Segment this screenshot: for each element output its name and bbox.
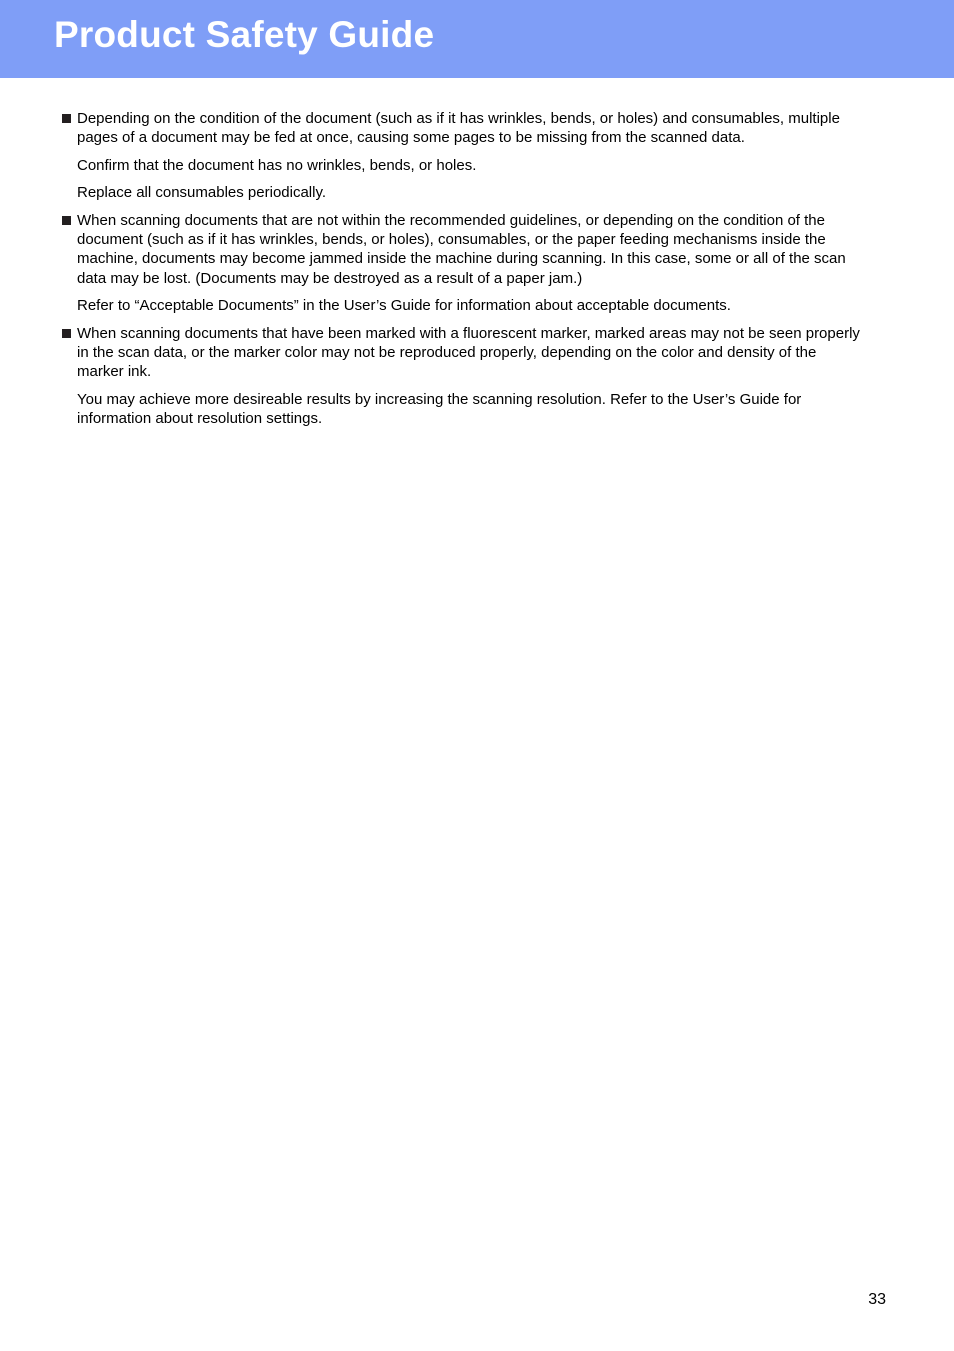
list-item: [60, 324, 860, 429]
item-text: Depending on the condition of the document (such as if it has wrinkles, bends, or holes) and consumables, multiple pages of a document may be fed at once, causing some pages to be missing from the scanned data.: [77, 110, 840, 147]
square-bullet-icon: [62, 114, 71, 123]
page-number: 33: [868, 1291, 886, 1308]
square-bullet-icon: [62, 329, 71, 338]
document-body: [60, 109, 860, 437]
item-note: Confirm that the document has no wrinkles, bends, or holes.: [77, 156, 477, 174]
item-note: Replace all consumables periodically.: [77, 184, 327, 202]
item-note: Refer to “Acceptable Documents” in the User’s Guide for information about acceptable documents.: [77, 297, 731, 315]
list-item: [60, 211, 860, 316]
header-band: [0, 0, 954, 78]
item-text: When scanning documents that are not within the recommended guidelines, or depending on the condition of the document (such as if it has wrinkles, bends, or holes), consumables, or the paper feeding mechanisms inside the machine, documents may become jammed inside the machine during scanning. In this case, some or all of the scan data may be lost. (Documents may be destroyed as a result of a paper jam.): [77, 211, 846, 287]
page-title: Product Safety Guide: [54, 14, 435, 55]
item-text: When scanning documents that have been marked with a fluorescent marker, marked areas may not be seen properly in the scan data, or the marker color may not be reproduced properly, depending on the color and density of the marker ink.: [77, 324, 860, 381]
item-note: You may achieve more desireable results by increasing the scanning resolution. Refer to the User’s Guide for information about resolution settings.: [77, 390, 802, 428]
square-bullet-icon: [62, 216, 71, 225]
list-item: [60, 109, 860, 203]
